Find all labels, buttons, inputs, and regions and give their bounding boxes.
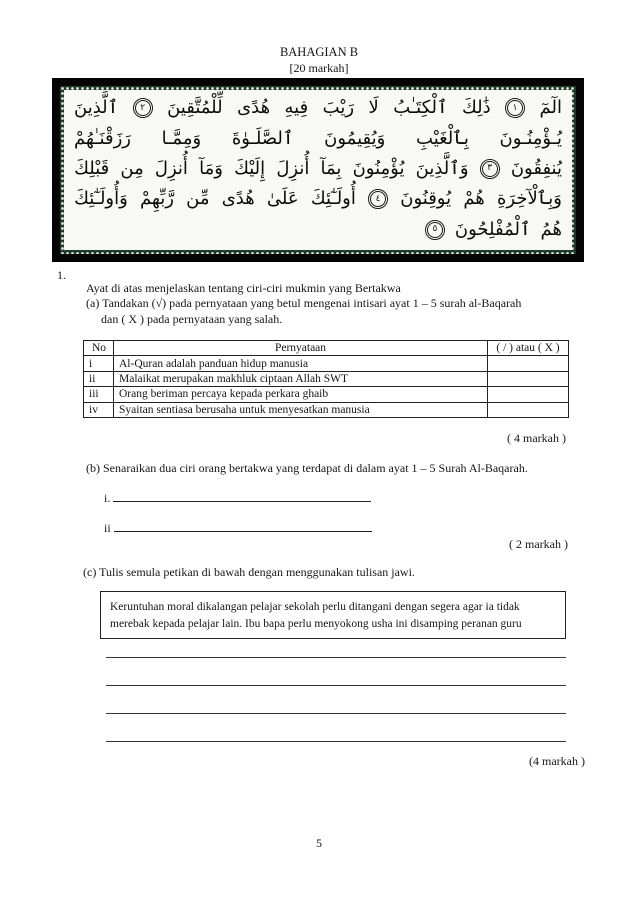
quran-word: أُولَـٰٓئِكَ (310, 188, 356, 210)
column-header-answer: ( / ) atau ( X ) (488, 341, 569, 356)
answer-cell (488, 356, 569, 371)
quran-line (74, 215, 562, 245)
quran-verse-image (52, 78, 584, 262)
quran-word: وَٱلَّذِينَ (415, 157, 469, 179)
quran-word: إِلَيْكَ (234, 157, 266, 179)
blank-label: ii (104, 521, 111, 535)
row-number: ii (84, 371, 114, 386)
table-row (84, 402, 569, 417)
quran-word: وَمِمَّـا (161, 127, 202, 149)
row-number: i (84, 356, 114, 371)
quran-word: يُـؤْمِنُـونَ (499, 127, 562, 149)
quran-word: ٱلْمُفْلِحُونَ (454, 218, 531, 240)
quran-word: وَأُولَـٰٓئِكَ (74, 188, 128, 210)
blank-label: i. (104, 491, 111, 505)
row-number: iii (84, 387, 114, 402)
answer-cell (488, 402, 569, 417)
answer-blank-1 (104, 490, 371, 505)
quran-word: الٓمٓ (539, 97, 562, 119)
quran-word: رَزَقْنَـٰهُمْ (74, 127, 131, 149)
quran-word: رَّبِّهِمْ (140, 188, 174, 210)
quran-line (74, 184, 562, 214)
quran-line (74, 123, 562, 153)
answer-blank-2 (104, 520, 372, 535)
quran-line (74, 93, 562, 123)
answer-cell (488, 387, 569, 402)
statement-text: Al-Quran adalah panduan hidup manusia (114, 356, 488, 371)
quran-word: يُؤْمِنُونَ (352, 157, 405, 179)
part-c-prompt: (c) Tulis semula petikan di bawah dengan menggunakan tulisan jawi. (83, 565, 415, 579)
quran-word: ذَٰلِكَ (461, 97, 491, 119)
quran-word: هُدًى (237, 97, 271, 119)
column-header-no: No (84, 341, 114, 356)
statement-text: Syaitan sentiasa berusaha untuk menyesatkan manusia (114, 402, 488, 417)
quran-word: رَيْبَ (322, 97, 355, 119)
quran-word: يُنفِقُونَ (510, 157, 562, 179)
quran-word: هُمْ (463, 188, 485, 210)
quran-word: فِيهِ (284, 97, 309, 119)
quran-word: مِن (120, 157, 144, 179)
statement-table (83, 340, 569, 418)
ayah-end-marker: ٥ (425, 220, 445, 240)
section-total-marks: [20 markah] (289, 61, 349, 75)
question-number: 1. (57, 268, 66, 282)
quran-word: لَا (368, 97, 379, 119)
quran-word: يُوقِنُونَ (400, 188, 452, 210)
part-c-marks: (4 markah ) (529, 754, 585, 768)
quran-word: لِّلْمُتَّقِينَ (167, 97, 223, 119)
ayah-end-marker: ٢ (133, 98, 153, 118)
page-number: 5 (316, 836, 322, 850)
ayah-end-marker: ١ (505, 98, 525, 118)
quran-word: بِٱلْغَيْبِ (416, 127, 469, 149)
quran-word: عَلَىٰ (266, 188, 299, 210)
quran-word: أُنزِلَ (276, 157, 310, 179)
part-b-prompt: (b) Senaraikan dua ciri orang bertakwa yang terdapat di dalam ayat 1 – 5 Surah Al-Baqarah. (86, 461, 528, 475)
answer-line (106, 685, 566, 686)
ayah-end-marker: ٤ (368, 189, 388, 209)
statement-text: Orang beriman percaya kepada perkara ghaib (114, 387, 488, 402)
blank-line (113, 490, 371, 502)
blank-line (114, 520, 372, 532)
answer-line (106, 741, 566, 742)
quran-word: ٱلصَّلَـوٰةَ (231, 127, 294, 149)
passage-line: merebak kepada pelajar lain. Ibu bapa perlu menyokong usha ini disamping peranan guru (110, 618, 522, 630)
section-title: BAHAGIAN B (279, 45, 359, 59)
passage-line: Keruntuhan moral dikalangan pelajar sekolah perlu ditangani dengan segera agar ia tidak (110, 601, 520, 613)
quran-word: هُدًى (221, 188, 255, 210)
quran-word: قَبْلِكَ (74, 157, 110, 179)
table-row (84, 387, 569, 402)
part-a-instruction: (a) Tandakan (√) pada pernyataan yang betul mengenai intisari ayat 1 – 5 surah al-Baqarah (86, 296, 522, 310)
statement-text: Malaikat merupakan makhluk ciptaan Allah SWT (114, 371, 488, 386)
part-a-instruction-continued: dan ( X ) pada pernyataan yang salah. (101, 312, 283, 326)
quran-word: ٱلَّذِينَ (74, 97, 119, 119)
quran-word: وَيُقِيمُونَ (324, 127, 386, 149)
ornamental-border (60, 86, 576, 254)
quran-word: هُمُ (540, 218, 562, 240)
quran-word: وَبِٱلْآخِرَةِ (496, 188, 562, 210)
ayah-end-marker: ٣ (480, 159, 500, 179)
quran-word: بِمَآ (320, 157, 342, 179)
row-number: iv (84, 402, 114, 417)
question-intro: Ayat di atas menjelaskan tentang ciri-ciri mukmin yang Bertakwa (86, 281, 401, 295)
column-header-statement: Pernyataan (114, 341, 488, 356)
quran-word: وَمَآ (199, 157, 223, 179)
quran-word: أُنزِلَ (154, 157, 188, 179)
passage-box (100, 591, 566, 639)
quran-word: ٱلْكِتَـٰبُ (393, 97, 448, 119)
answer-line (106, 657, 566, 658)
quran-text-area (64, 90, 572, 250)
quran-word: مِّن (186, 188, 210, 210)
table-header-row (84, 341, 569, 356)
answer-line (106, 713, 566, 714)
part-a-marks: ( 4 markah ) (507, 431, 566, 445)
table-row (84, 356, 569, 371)
part-b-marks: ( 2 markah ) (509, 537, 568, 551)
answer-cell (488, 371, 569, 386)
table-row (84, 371, 569, 386)
quran-line (74, 154, 562, 184)
